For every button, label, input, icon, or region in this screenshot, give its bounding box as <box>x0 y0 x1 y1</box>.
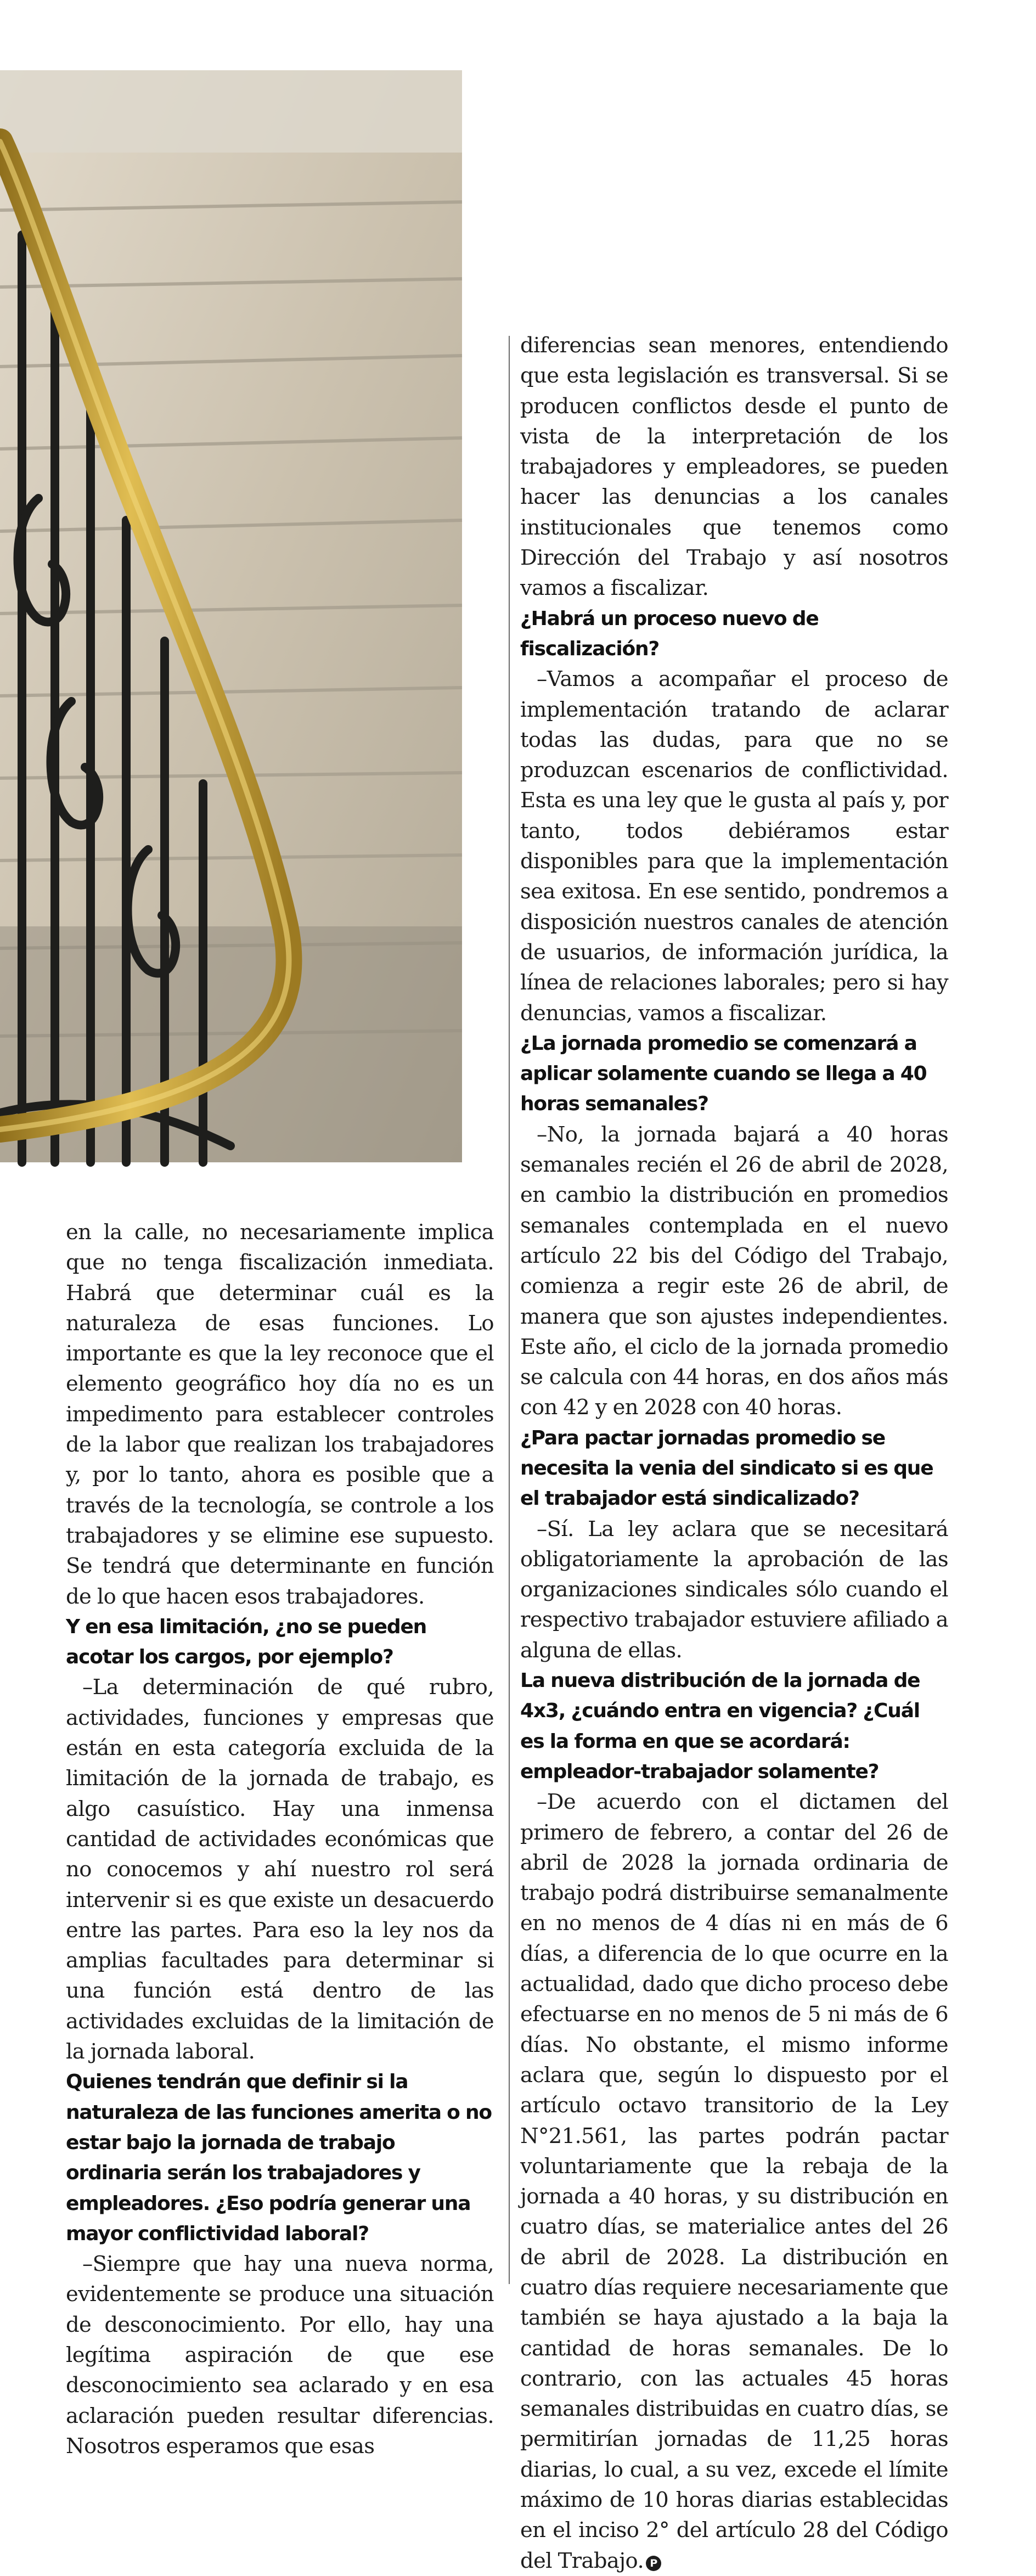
column-divider <box>509 336 510 2284</box>
interview-question: Quienes tendrán que definir si la naturaleza de las funciones amerita o no estar bajo la jornada de trabajo ordinaria serán los trabajadores y empleadores. ¿Eso podría generar una mayor conflictividad laboral? <box>66 2071 492 2245</box>
interview-question: ¿Para pactar jornadas promedio se necesita la venia del sindicato si es que el trabajador está sindicalizado? <box>520 1426 933 1510</box>
paragraph: en la calle, no necesariamente implica que no tenga fiscalización inmediata. Habrá que determinar cuál es la naturaleza de esas funciones. Lo importante es que la ley reconoce que el elemento geográfico hoy día no es un impedimento para establecer controles de la labor que realizan los trabajadores y, por lo tanto, ahora es posible que a través de la tecnología, se controle a los trabajadores y se elimine ese supuesto. Se tendrá que determinante en función de lo que hacen esos trabajadores. <box>66 1220 494 1609</box>
article-column-right <box>520 330 948 2576</box>
interview-answer <box>520 1787 948 2576</box>
interview-answer: –Vamos a acompañar el proceso de implementación tratando de aclarar todas las dudas, para que no se produzcan escenarios de conflictividad. Esta es una ley que le gusta al país y, por tanto, todos debiéramos estar disponibles para que la implementación sea exitosa. En ese sentido, pondremos a disposición nuestros canales de atención de usuarios, de información jurídica, la línea de relaciones laborales; pero si hay denuncias, vamos a fiscalizar. <box>520 667 948 1026</box>
interview-answer: –Siempre que hay una nueva norma, evidentemente se produce una situación de desconocimiento. Por ello, hay una legítima aspiración de que ese desconocimiento sea aclarado y en esa aclaración pueden resultar diferencias. Nosotros esperamos que esas <box>66 2252 494 2459</box>
answer-text: –De acuerdo con el dictamen del primero de febrero, a contar del 26 de abril de 2028 la jornada ordinaria de trabajo podrá distribuirse semanalmente en no menos de 4 días ni en más de 6 días, a diferencia de lo que ocurre en la actualidad, dado que dicho proceso debe efectuarse en no menos de 5 ni más de 6 días. No obstante, el mismo informe aclara que, según lo dispuesto por el artículo octavo transitorio de la Ley N°21.561, las partes podrán pactar voluntariamente que la rebaja de la jornada a 40 horas, y su distribución en cuatro días, se materialice antes del 26 de abril de 2028. La distribución en cuatro días requiere necesariamente que también se haya ajustado a la baja la cantidad de horas semanales. De lo contrario, con las actuales 45 horas semanales distribuidas en cuatro días, se permitirían jornadas de 11,25 horas diarias, lo cual, a su vez, excede el límite máximo de 10 horas diarias establecidas en el inciso 2° del artículo 28 del Código del Trabajo. <box>520 1790 948 2573</box>
interview-question: La nueva distribución de la jornada de 4x3, ¿cuándo entra en vigencia? ¿Cuál es la forma en que se acordará: empleador-trabajador solamente? <box>520 1669 920 1783</box>
staircase-railing-image <box>0 70 462 1162</box>
paragraph: diferencias sean menores, entendiendo que esta legislación es transversal. Si se producen conflictos desde el punto de vista de la interpretación de los trabajadores y empleadores, se pueden hacer las denuncias a los canales institucionales que tenemos como Dirección del Trabajo y así nosotros vamos a fiscalizar. <box>520 333 948 601</box>
interview-question: ¿Habrá un proceso nuevo de fiscalización? <box>520 607 819 660</box>
interview-answer: –La determinación de qué rubro, actividades, funciones y empresas que están en esta categoría excluida de la limitación de la jornada de trabajo, es algo casuístico. Hay una inmensa cantidad de actividades económicas que no conocemos y ahí nuestro rol será intervenir si es que existe un desacuerdo entre las partes. Para eso la ley nos da amplias facultades para determinar si una función está dentro de las actividades excluidas de la limitación de la jornada laboral. <box>66 1675 494 2065</box>
staircase-railing-photo <box>0 70 462 1162</box>
interview-question: ¿La jornada promedio se comenzará a aplicar solamente cuando se llega a 40 horas semanales? <box>520 1032 927 1116</box>
end-of-article-mark: P <box>646 2556 661 2571</box>
interview-question: Y en esa limitación, ¿no se pueden acotar los cargos, por ejemplo? <box>66 1615 427 1669</box>
interview-answer: –No, la jornada bajará a 40 horas semanales recién el 26 de abril de 2028, en cambio la distribución en promedios semanales contemplada en el nuevo artículo 22 bis del Código del Trabajo, comienza a regir este 26 de abril, de manera que son ajustes independientes. Este año, el ciclo de la jornada promedio se calcula con 44 horas, en dos años más con 42 y en 2028 con 40 horas. <box>520 1122 948 1420</box>
article-column-left <box>66 1217 494 2461</box>
interview-answer: –Sí. La ley aclara que se necesitará obligatoriamente la aprobación de las organizaciones sindicales sólo cuando el respectivo trabajador estuviere afiliado a alguna de ellas. <box>520 1516 948 1663</box>
